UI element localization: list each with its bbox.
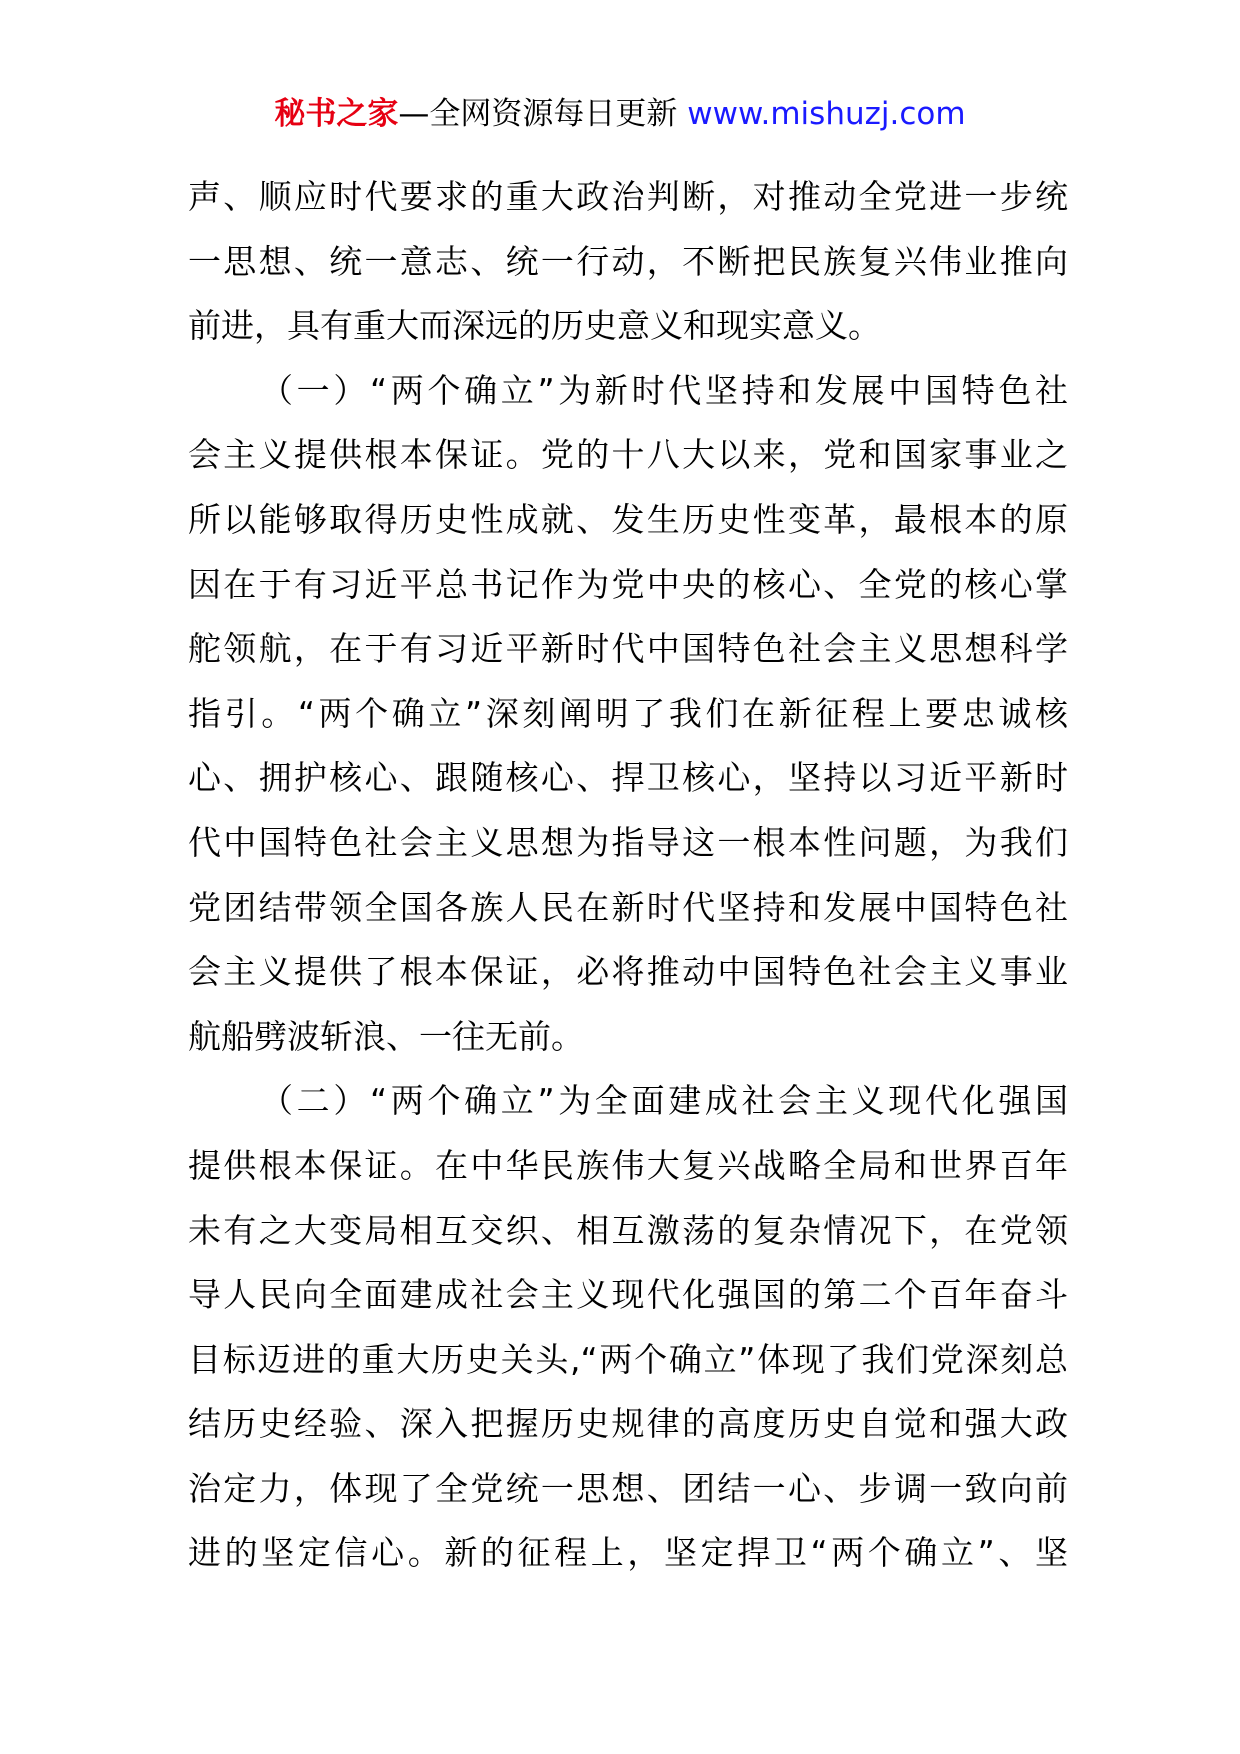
text-line: 进的坚定信心。新的征程上，坚定捍卫“两个确立”、坚 — [188, 1533, 1068, 1573]
text-line: 目标迈进的重大历史关头,“两个确立”体现了我们党深刻总 — [188, 1339, 1068, 1379]
section-heading-line: （一）“两个确立”为新时代坚持和发展中国特色社 — [260, 370, 1068, 410]
text-line: 结历史经验、深入把握历史规律的高度历史自觉和强大政 — [188, 1404, 1068, 1444]
text-line: 提供根本保证。在中华民族伟大复兴战略全局和世界百年 — [188, 1145, 1068, 1185]
text-line: 一思想、统一意志、统一行动，不断把民族复兴伟业推向 — [188, 241, 1068, 281]
text-line: 党团结带领全国各族人民在新时代坚持和发展中国特色社 — [188, 887, 1068, 927]
text-line: 航船劈波斩浪、一往无前。 — [188, 1016, 584, 1056]
text-line: 会主义提供了根本保证，必将推动中国特色社会主义事业 — [188, 952, 1068, 992]
text-line: 声、顺应时代要求的重大政治判断，对推动全党进一步统 — [188, 177, 1068, 216]
text-line: 舵领航，在于有习近平新时代中国特色社会主义思想科学 — [188, 629, 1068, 669]
text-line: 导人民向全面建成社会主义现代化强国的第二个百年奋斗 — [188, 1275, 1068, 1315]
site-tagline: —全网资源每日更新 — [398, 96, 678, 132]
text-line: 会主义提供根本保证。党的十八大以来，党和国家事业之 — [188, 435, 1068, 475]
site-brand: 秘书之家 — [274, 96, 399, 132]
site-url-link[interactable]: www.mishuzj.com — [687, 96, 966, 132]
text-line: 代中国特色社会主义思想为指导这一根本性问题，为我们 — [188, 822, 1068, 862]
text-line: 前进，具有重大而深远的历史意义和现实意义。 — [188, 306, 881, 346]
text-line: 治定力，体现了全党统一思想、团结一心、步调一致向前 — [188, 1468, 1068, 1508]
text-line: 所以能够取得历史性成就、发生历史性变革，最根本的原 — [188, 499, 1068, 539]
text-line: 指引。“两个确立”深刻阐明了我们在新征程上要忠诚核 — [188, 693, 1068, 733]
text-line: 因在于有习近平总书记作为党中央的核心、全党的核心掌 — [188, 564, 1068, 604]
text-line: 未有之大变局相互交织、相互激荡的复杂情况下，在党领 — [188, 1210, 1068, 1250]
section-heading-line: （二）“两个确立”为全面建成社会主义现代化强国 — [260, 1081, 1068, 1121]
text-line: 心、拥护核心、跟随核心、捍卫核心，坚持以习近平新时 — [188, 758, 1068, 798]
document-body — [188, 165, 1068, 1586]
site-header — [0, 92, 1240, 136]
